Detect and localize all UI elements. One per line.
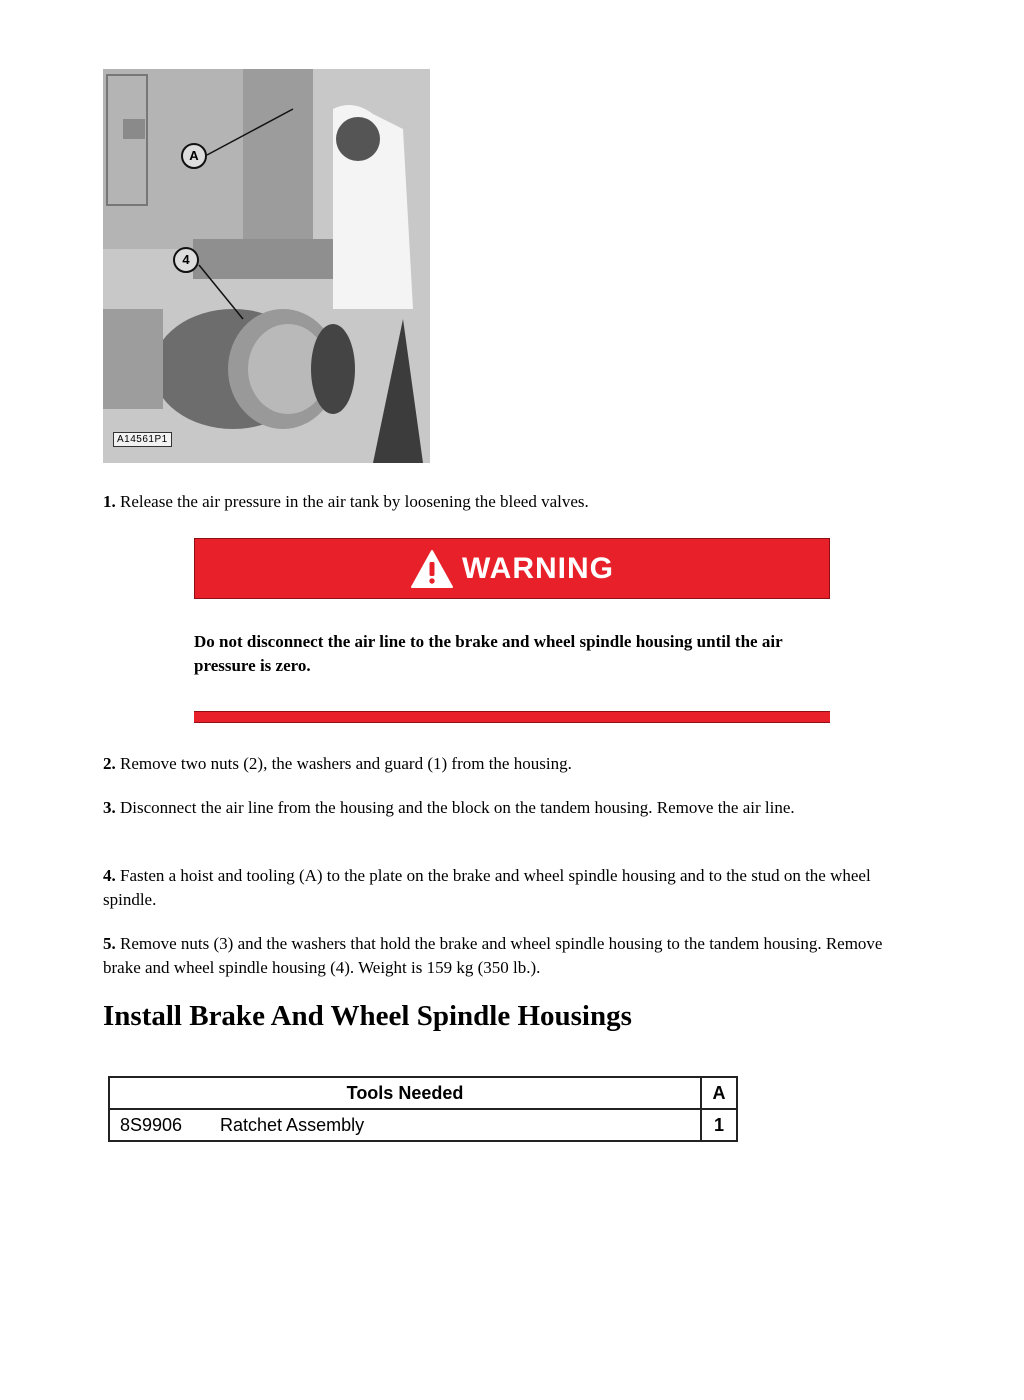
tools-needed-table: [108, 1076, 738, 1142]
step-3: [103, 796, 913, 820]
tool-name: Ratchet Assembly: [220, 1114, 365, 1135]
step-5: [103, 932, 913, 980]
step-text: Disconnect the air line from the housing and the block on the tandem housing. Remove the air line.: [115, 798, 795, 817]
callout-a: A: [181, 143, 207, 169]
step-number: 3.: [103, 798, 116, 817]
warning-banner: [194, 538, 830, 599]
step-text: Fasten a hoist and tooling (A) to the plate on the brake and wheel spindle housing and to the stud on the wheel spindle.: [103, 866, 871, 909]
step-number: 1.: [103, 492, 116, 511]
callout-4: 4: [173, 247, 199, 273]
part-number: 8S9906: [120, 1114, 183, 1135]
step-number: 5.: [103, 934, 116, 953]
step-2: [103, 752, 913, 776]
step-number: 2.: [103, 754, 116, 773]
warning-triangle-icon: [410, 549, 454, 589]
step-1: [103, 490, 913, 514]
step-text: Release the air pressure in the air tank by loosening the bleed valves.: [115, 492, 589, 511]
step-text: Remove two nuts (2), the washers and guard (1) from the housing.: [115, 754, 572, 773]
procedure-photo: [103, 69, 430, 463]
warning-text: Do not disconnect the air line to the brake and wheel spindle housing until the air pressure is zero.: [194, 632, 783, 675]
warning-label: WARNING: [462, 551, 614, 585]
column-a-header: A: [701, 1077, 737, 1109]
step-text: Remove nuts (3) and the washers that hold the brake and wheel spindle housing to the tandem housing. Remove brake and wheel spindle housing (4). Weight is 159 kg (350 lb.).: [103, 934, 883, 977]
section-title: Install Brake And Wheel Spindle Housings: [103, 1000, 632, 1032]
tools-needed-header: Tools Needed: [109, 1077, 701, 1109]
step-4: [103, 864, 913, 912]
table-row: [109, 1109, 737, 1141]
quantity-cell: 1: [701, 1109, 737, 1141]
warning-bottom-bar: [194, 711, 830, 723]
tool-cell: [109, 1109, 701, 1141]
step-number: 4.: [103, 866, 116, 885]
table-header-row: [109, 1077, 737, 1109]
photo-id-label: A14561P1: [113, 432, 172, 447]
